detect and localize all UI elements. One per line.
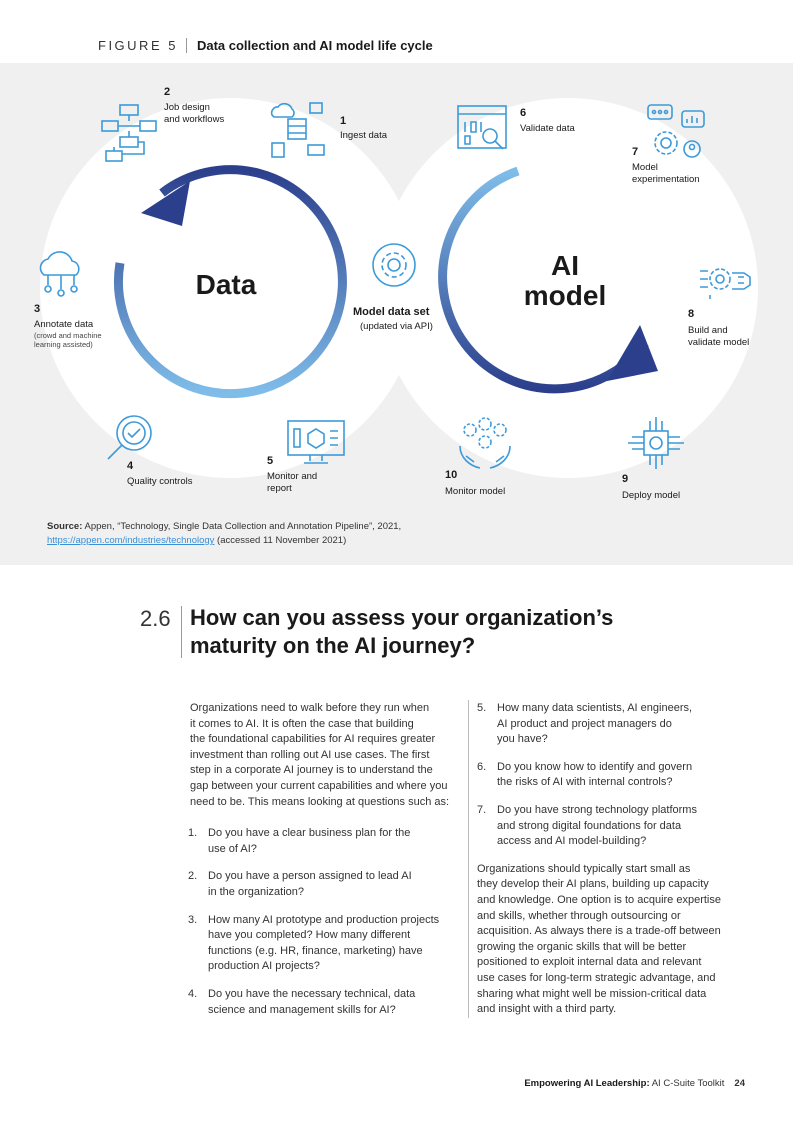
- outro-line: and skills, whether through outsourcing or: [477, 909, 681, 922]
- center-sub: (updated via API): [360, 321, 433, 332]
- question-item: [188, 913, 462, 975]
- question-number: 6.: [477, 760, 487, 773]
- magnifier-check-icon: [104, 413, 154, 465]
- question-number: 5.: [477, 702, 487, 714]
- server-cloud-icon: [268, 99, 326, 159]
- step-9-label: Deploy model: [622, 490, 681, 501]
- step-2-line2: and workflows: [164, 114, 225, 125]
- step-10-number: 10: [445, 469, 458, 481]
- section-title-line1: How can you assess your organization’s: [190, 605, 614, 630]
- question-line: in the organization?: [208, 885, 305, 898]
- step-8-number: 8: [688, 308, 695, 320]
- step-8-line2: validate model: [688, 337, 750, 348]
- source-line-2: [47, 534, 401, 548]
- question-list-left: [188, 826, 462, 1018]
- question-line: Do you have a person assigned to lead AI: [208, 870, 412, 883]
- step-9-number: 9: [622, 473, 629, 485]
- question-line: the risks of AI with internal controls?: [497, 776, 673, 789]
- step-2-number: 2: [164, 86, 171, 98]
- source-accessed: (accessed 11 November 2021): [214, 535, 347, 546]
- question-item: [188, 869, 462, 900]
- step-7-line1: Model: [632, 162, 658, 173]
- step-3-sub1: (crowd and machine: [34, 331, 102, 340]
- question-number: 4.: [188, 987, 198, 1000]
- step-2-line1: Job design: [164, 102, 210, 113]
- figure-title: Data collection and AI model life cycle: [196, 37, 433, 53]
- data-label: Data: [195, 269, 257, 300]
- section-title: [190, 604, 710, 660]
- intro-line: Organizations need to walk before they run when: [190, 702, 430, 714]
- intro-paragraph: [190, 701, 462, 810]
- figure-source: [47, 520, 401, 548]
- gear-icon: [370, 241, 418, 289]
- step-4-label: Quality controls: [127, 476, 193, 487]
- left-column: [190, 701, 462, 1030]
- question-line: functions (e.g. HR, finance, marketing) have: [208, 944, 423, 957]
- question-item: [477, 760, 747, 791]
- source-link[interactable]: https://appen.com/industries/technology: [47, 535, 215, 546]
- step-8-line1: Build and: [688, 325, 728, 336]
- step-5-line1: Monitor and: [267, 471, 318, 482]
- step-7-line2: experimentation: [632, 174, 700, 185]
- question-line: and strong digital foundations for data: [497, 819, 682, 832]
- question-item: [188, 987, 462, 1018]
- step-7-number: 7: [632, 146, 639, 158]
- figure-panel: [0, 63, 793, 565]
- intro-line: gap between your current capabilities and where you: [190, 779, 448, 792]
- model-label: [515, 251, 615, 311]
- step-1-label: Ingest data: [340, 130, 388, 141]
- outro-line: and knowledge. One option is to acquire expertise: [477, 893, 721, 906]
- question-number: 7.: [477, 803, 487, 816]
- intro-line: the foundational capabilities for AI requires greater: [190, 733, 436, 746]
- outro-line: acquisition. As always there is a trade-off between: [477, 925, 721, 938]
- section-number: 2.6: [140, 606, 182, 658]
- question-line: you have?: [497, 733, 548, 746]
- step-3-label: Annotate data: [34, 319, 94, 330]
- step-5-label: [267, 471, 317, 495]
- footer-rest: AI C-Suite Toolkit: [649, 1078, 725, 1089]
- step-6-number: 6: [520, 107, 527, 119]
- monitor-report-icon: [286, 419, 346, 467]
- step-3-number: 3: [34, 303, 41, 315]
- center-title: Model data set: [353, 306, 430, 318]
- question-line: access and AI model-building?: [497, 835, 647, 848]
- question-line: science and management skills for AI?: [208, 1003, 396, 1016]
- outro-line: growing the organic skills that will be better: [477, 940, 687, 953]
- question-line: Do you have strong technology platforms: [497, 803, 697, 816]
- cloud-network-icon: [34, 249, 88, 299]
- step-3-sub2: learning assisted): [34, 340, 93, 349]
- step-1-number: 1: [340, 115, 347, 127]
- step-5-number: 5: [267, 455, 274, 467]
- question-number: 2.: [188, 870, 198, 883]
- question-item: [477, 803, 747, 850]
- outro-paragraph: [477, 862, 747, 1018]
- question-item: [188, 826, 462, 857]
- question-line: production AI projects?: [208, 960, 320, 973]
- question-number: 3.: [188, 913, 198, 926]
- step-5-line2: report: [267, 483, 292, 494]
- step-2-label: [164, 102, 224, 126]
- model-label-line1: AI: [551, 250, 579, 281]
- question-list-right: [477, 701, 747, 850]
- source-label: Source:: [47, 521, 83, 532]
- question-line: have you completed? How many different: [208, 929, 411, 942]
- outro-line: use cases for long-term strategic advantage, and: [477, 971, 716, 984]
- outro-line: they develop their AI plans, building up capacity: [477, 878, 709, 891]
- outro-line: and insight with a third party.: [477, 1003, 617, 1016]
- right-column: [477, 701, 747, 1028]
- source-text: Appen, “Technology, Single Data Collection and Annotation Pipeline”, 2021,: [82, 521, 402, 532]
- question-line: Do you have the necessary technical, data: [208, 987, 416, 1000]
- intro-line: need to be. This means looking at questions such as:: [190, 795, 450, 808]
- intro-line: step in a corporate AI journey is to understand the: [190, 764, 433, 777]
- question-line: Do you know how to identify and govern: [497, 760, 693, 773]
- footer-bold: Empowering AI Leadership:: [524, 1078, 650, 1089]
- question-line: AI product and project managers do: [497, 717, 672, 730]
- hands-gears-icon: [456, 416, 514, 474]
- page-number: 24: [734, 1078, 745, 1089]
- outro-line: positioned to exploit internal data and relevant: [477, 956, 702, 969]
- question-number: 1.: [188, 827, 198, 840]
- intro-line: it comes to AI. It is often the case that building: [190, 717, 414, 730]
- step-6-label: Validate data: [520, 123, 575, 134]
- workflow-icon: [100, 103, 158, 165]
- figure-label: FIGURE 5: [98, 38, 187, 53]
- page-footer: [524, 1078, 745, 1089]
- model-experimentation-icon: [646, 103, 708, 161]
- question-line: use of AI?: [208, 842, 257, 855]
- step-4-number: 4: [127, 460, 134, 472]
- step-3-sub: [34, 331, 102, 349]
- section-title-line2: maturity on the AI journey?: [190, 633, 476, 658]
- validate-data-icon: [456, 104, 510, 156]
- figure-header: [98, 36, 433, 54]
- step-10-label: Monitor model: [445, 486, 506, 497]
- step-8-label: [688, 325, 749, 349]
- question-line: Do you have a clear business plan for the: [208, 827, 411, 840]
- build-model-icon: [698, 259, 756, 301]
- column-divider: [468, 700, 469, 1018]
- outro-line: Organizations should typically start small as: [477, 862, 691, 875]
- outro-line: sharing what might well be mission-critical data: [477, 987, 707, 1000]
- question-item: [477, 701, 747, 748]
- step-7-label: [632, 162, 700, 186]
- source-line-1: [47, 520, 401, 534]
- intro-line: investment than rolling out AI use cases. The first: [190, 748, 430, 761]
- question-line: How many AI prototype and production projects: [208, 913, 440, 926]
- chip-brain-icon: [624, 415, 688, 471]
- question-line: How many data scientists, AI engineers,: [497, 702, 693, 714]
- model-label-line2: model: [523, 280, 607, 311]
